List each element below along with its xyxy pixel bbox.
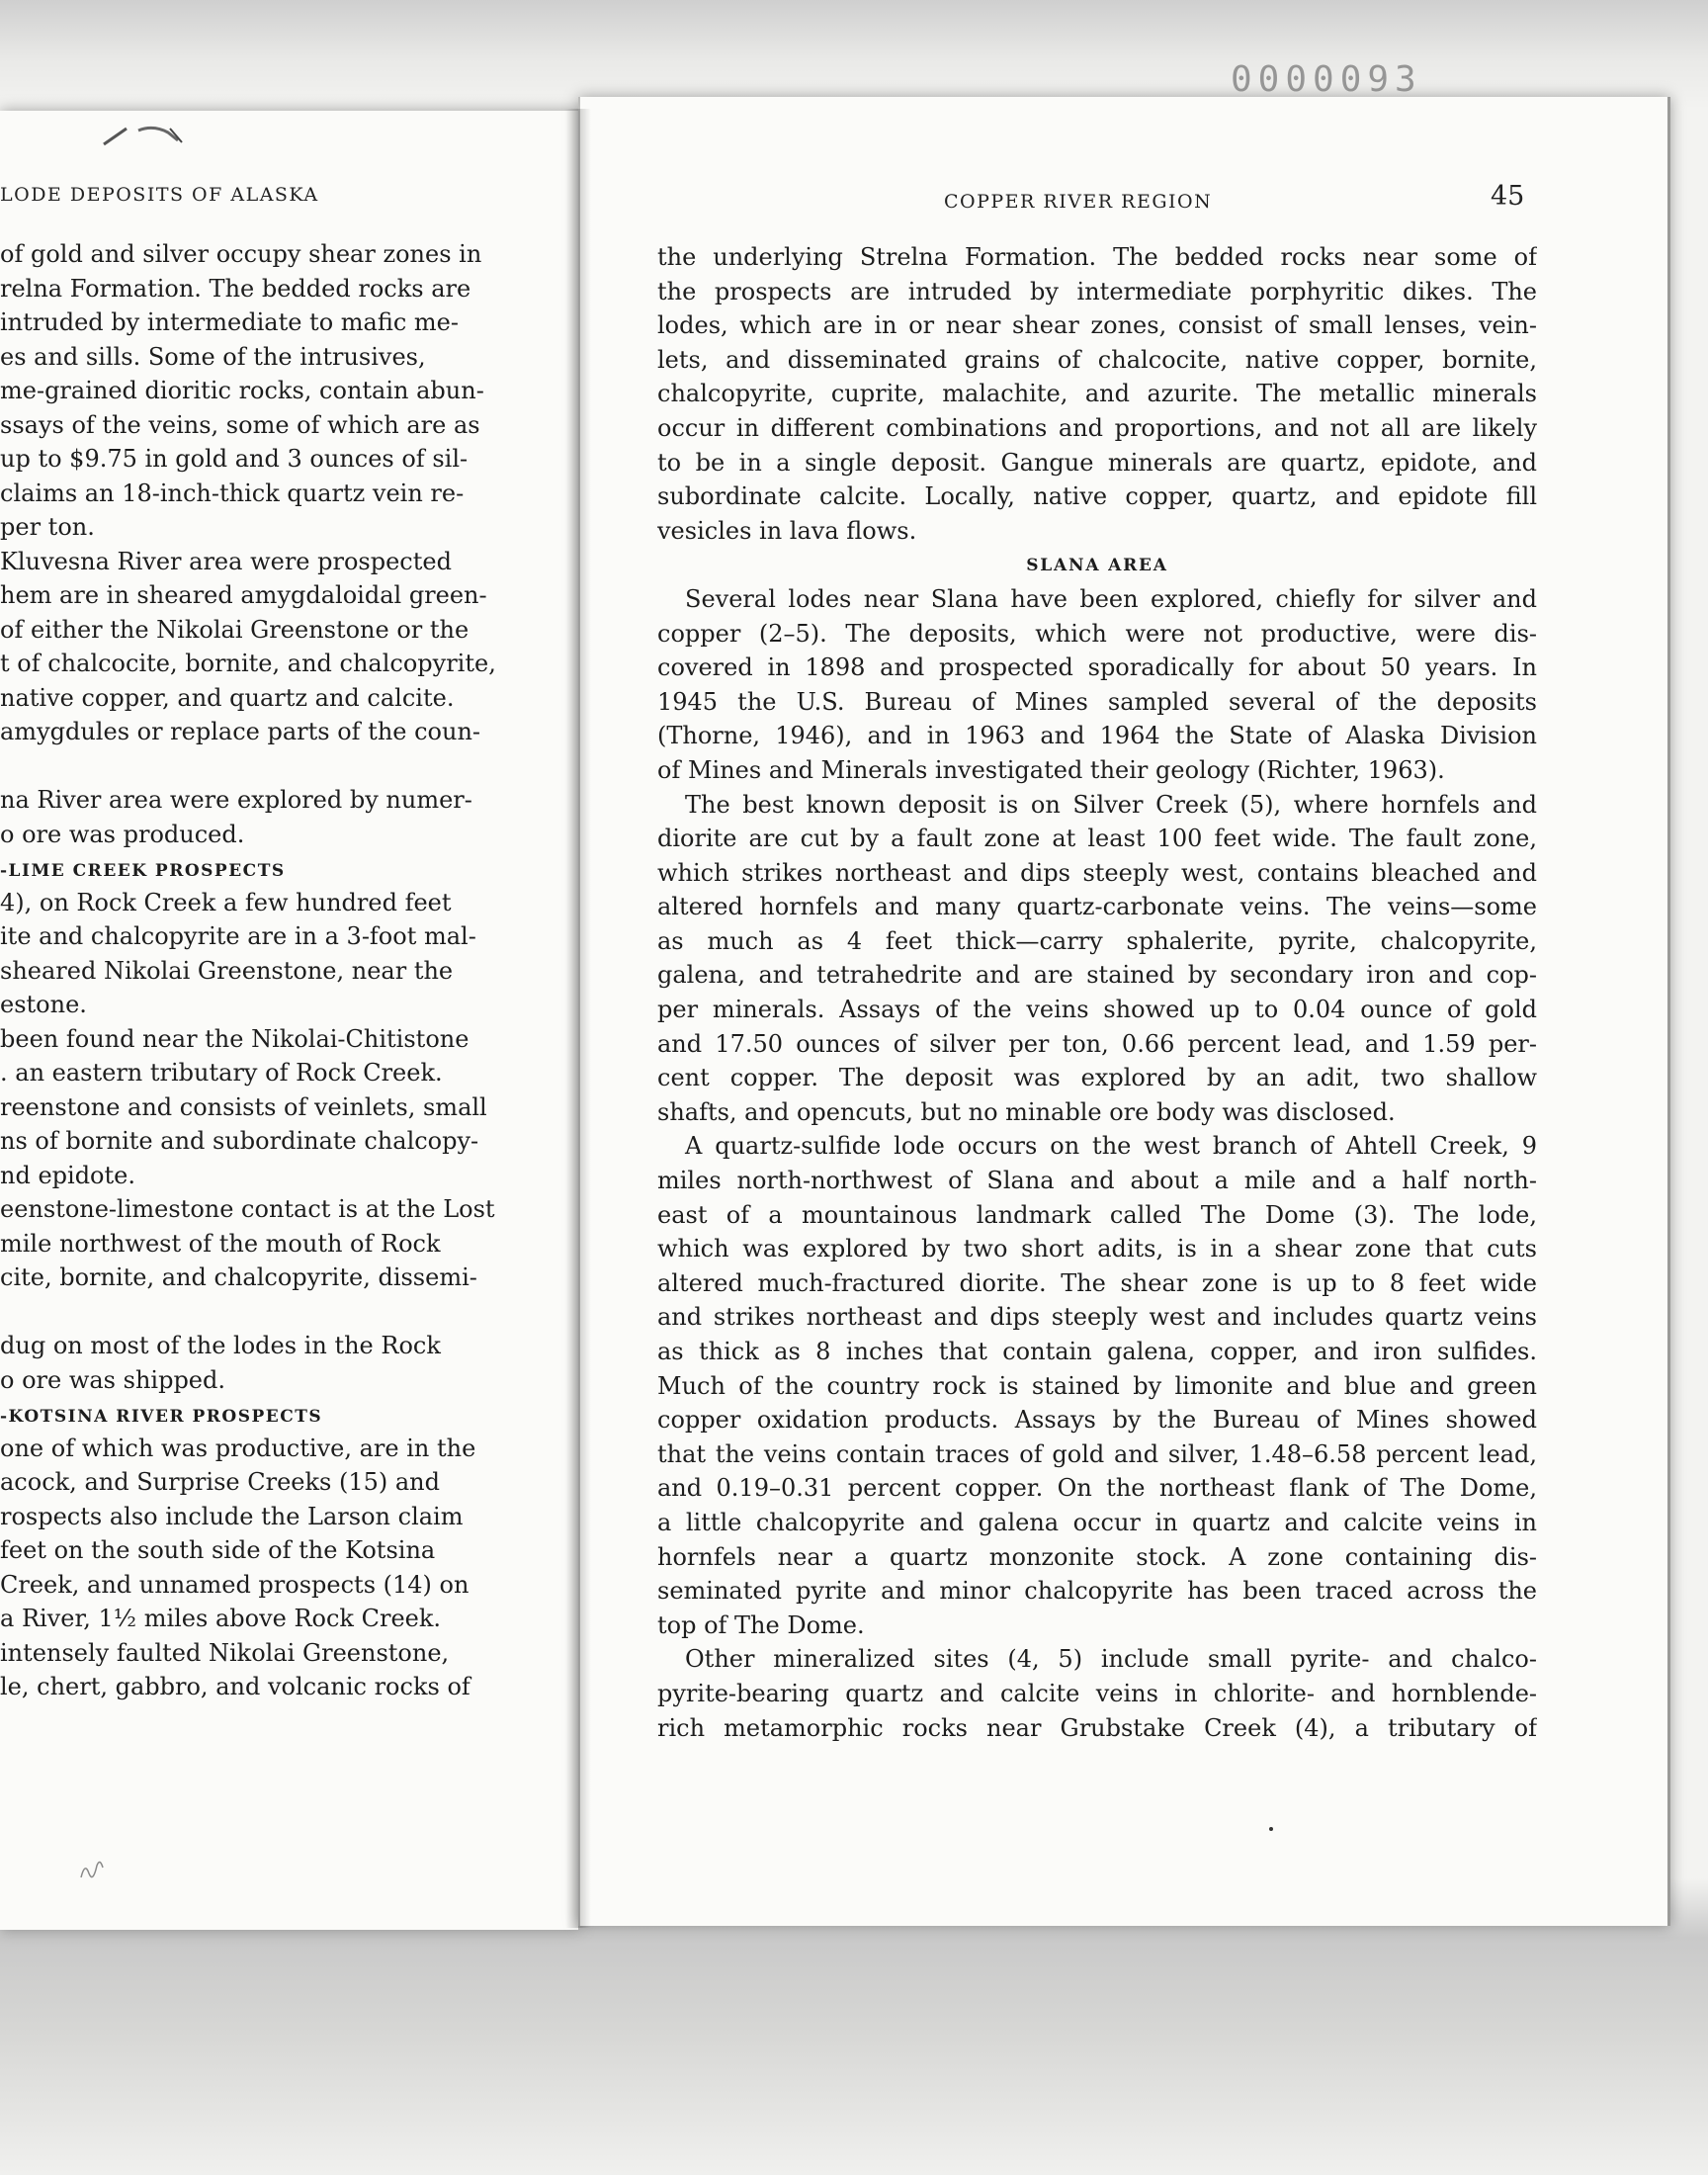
text-line: lodes, which are in or near shear zones, consist of small lenses, vein- bbox=[657, 311, 1537, 340]
text-line: Creek, and unnamed prospects (14) on bbox=[0, 1570, 470, 1599]
section-heading: SLANA AREA bbox=[1026, 556, 1168, 576]
text-line: subordinate calcite. Locally, native copper, quartz, and epidote fill bbox=[657, 482, 1537, 511]
text-line: and 17.50 ounces of silver per ton, 0.66 percent lead, and 1.59 per- bbox=[657, 1029, 1537, 1058]
text-line: feet on the south side of the Kotsina bbox=[0, 1536, 436, 1564]
text-line: that the veins contain traces of gold and silver, 1.48–6.58 percent lead, bbox=[657, 1439, 1537, 1468]
page-number: 45 bbox=[1491, 181, 1525, 212]
text-line: t of chalcocite, bornite, and chalcopyrite, bbox=[0, 650, 496, 677]
text-line: up to $9.75 in gold and 3 ounces of sil- bbox=[0, 445, 469, 473]
text-line: cent copper. The deposit was explored by an adit, two shallow bbox=[657, 1064, 1537, 1092]
text-line: covered in 1898 and prospected sporadically for about 50 years. In bbox=[657, 653, 1537, 682]
text-line: altered much-fractured diorite. The shear zone is up to 8 feet wide bbox=[657, 1268, 1537, 1297]
text-line: lets, and disseminated grains of chalcocite, native copper, bornite, bbox=[657, 345, 1537, 374]
text-line: as thick as 8 inches that contain galena, copper, and iron sulfides. bbox=[657, 1338, 1537, 1365]
text-line bbox=[0, 749, 519, 784]
text-line: altered hornfels and many quartz-carbonate veins. The veins—some bbox=[657, 893, 1537, 921]
text-line: and strikes northeast and dips steeply west and includes quartz veins bbox=[657, 1303, 1537, 1332]
text-line: The best known deposit is on Silver Creek (5), where hornfels and bbox=[685, 790, 1537, 819]
text-line: claims an 18-inch-thick quartz vein re- bbox=[0, 478, 465, 507]
text-line: miles north-northwest of Slana and about a mile and a half north- bbox=[657, 1167, 1537, 1195]
text-line: of either the Nikolai Greenstone or the bbox=[0, 615, 470, 644]
right-running-header: COPPER RIVER REGION bbox=[944, 191, 1213, 213]
text-line: estone. bbox=[0, 991, 87, 1018]
text-line: (Thorne, 1946), and in 1963 and 1964 the State of Alaska Division bbox=[657, 722, 1537, 750]
text-line: . an eastern tributary of Rock Creek. bbox=[0, 1059, 443, 1087]
text-line: copper (2–5). The deposits, which were not productive, were dis- bbox=[657, 619, 1537, 648]
scan-speck bbox=[1269, 1827, 1273, 1831]
text-line: vesicles in lava flows. bbox=[657, 516, 917, 545]
left-text-column bbox=[0, 237, 519, 1704]
document-stamp: 0000093 bbox=[1231, 59, 1422, 100]
text-line: east of a mountainous landmark called The Dome (3). The lode, bbox=[657, 1200, 1537, 1229]
text-line: copper oxidation products. Assays by the Bureau of Mines showed bbox=[657, 1406, 1537, 1435]
text-line: Much of the country rock is stained by limonite and blue and green bbox=[657, 1371, 1537, 1400]
text-line: eenstone-limestone contact is at the Lost bbox=[0, 1195, 495, 1223]
text-line: ssays of the veins, some of which are as bbox=[0, 410, 480, 439]
text-line: o ore was shipped. bbox=[0, 1365, 225, 1394]
text-line: shafts, and opencuts, but no minable ore body was disclosed. bbox=[657, 1097, 1396, 1126]
text-line: hem are in sheared amygdaloidal green- bbox=[0, 581, 487, 609]
text-line: hornfels near a quartz monzonite stock. A zone containing dis- bbox=[657, 1542, 1537, 1571]
text-line: dug on most of the lodes in the Rock bbox=[0, 1332, 441, 1359]
left-running-header: LODE DEPOSITS OF ALASKA bbox=[0, 184, 319, 206]
text-line: the underlying Strelna Formation. The bedded rocks near some of bbox=[657, 243, 1537, 271]
text-line: rospects also include the Larson claim bbox=[0, 1502, 464, 1530]
text-line: o ore was produced. bbox=[0, 820, 245, 848]
right-text-column bbox=[657, 240, 1537, 1745]
text-line: Other mineralized sites (4, 5) include small pyrite- and chalco- bbox=[685, 1645, 1537, 1674]
text-line: which was explored by two short adits, is in a shear zone that cuts bbox=[657, 1235, 1537, 1263]
text-line: reenstone and consists of veinlets, small bbox=[0, 1092, 487, 1121]
text-line: occur in different combinations and proportions, and not all are likely bbox=[657, 413, 1537, 442]
section-heading: -KOTSINA RIVER PROSPECTS bbox=[0, 1407, 323, 1427]
text-line: a River, 1½ miles above Rock Creek. bbox=[0, 1605, 442, 1632]
text-line: a little chalcopyrite and galena occur in quartz and calcite veins in bbox=[657, 1508, 1537, 1536]
text-line: 4), on Rock Creek a few hundred feet bbox=[0, 888, 452, 916]
text-line bbox=[0, 1295, 519, 1330]
text-line: and 0.19–0.31 percent copper. On the northeast flank of The Dome, bbox=[657, 1474, 1537, 1503]
text-line: Several lodes near Slana have been explored, chiefly for silver and bbox=[685, 584, 1537, 613]
text-line: top of The Dome. bbox=[657, 1610, 865, 1639]
text-line: seminated pyrite and minor chalcopyrite has been traced across the bbox=[657, 1577, 1537, 1606]
text-line: amygdules or replace parts of the coun- bbox=[0, 718, 481, 745]
text-line: es and sills. Some of the intrusives, bbox=[0, 342, 426, 371]
text-line: per ton. bbox=[0, 513, 95, 541]
text-line: one of which was productive, are in the bbox=[0, 1434, 476, 1462]
text-line: rich metamorphic rocks near Grubstake Creek (4), a tributary of bbox=[657, 1713, 1537, 1742]
text-line: intruded by intermediate to mafic me- bbox=[0, 308, 459, 336]
text-line: na River area were explored by numer- bbox=[0, 786, 472, 814]
text-line: relna Formation. The bedded rocks are bbox=[0, 274, 471, 303]
text-line: acock, and Surprise Creeks (15) and bbox=[0, 1468, 440, 1496]
text-line: to be in a single deposit. Gangue minerals are quartz, epidote, and bbox=[657, 448, 1537, 477]
book-gutter bbox=[565, 109, 591, 1928]
text-line: which strikes northeast and dips steeply west, contains bleached and bbox=[657, 858, 1537, 887]
text-line: as much as 4 feet thick—carry sphalerite, pyrite, chalcopyrite, bbox=[657, 926, 1537, 955]
text-line: of Mines and Minerals investigated their geology (Richter, 1963). bbox=[657, 755, 1445, 784]
text-line: mile northwest of the mouth of Rock bbox=[0, 1229, 441, 1258]
text-line: nd epidote. bbox=[0, 1161, 135, 1189]
text-line: me-grained dioritic rocks, contain abun- bbox=[0, 377, 484, 404]
text-line: sheared Nikolai Greenstone, near the bbox=[0, 956, 454, 985]
text-line: ite and chalcopyrite are in a 3-foot mal- bbox=[0, 922, 476, 950]
text-line: le, chert, gabbro, and volcanic rocks of bbox=[0, 1673, 470, 1700]
text-line: of gold and silver occupy shear zones in bbox=[0, 240, 482, 268]
text-line: cite, bornite, and chalcopyrite, dissemi- bbox=[0, 1263, 477, 1291]
text-line: ns of bornite and subordinate chalcopy- bbox=[0, 1127, 479, 1155]
pencil-scribble-icon bbox=[77, 1854, 107, 1883]
text-line: chalcopyrite, cuprite, malachite, and azurite. The metallic minerals bbox=[657, 380, 1537, 408]
text-line: intensely faulted Nikolai Greenstone, bbox=[0, 1638, 450, 1667]
pencil-mark-icon bbox=[99, 117, 188, 156]
text-line: diorite are cut by a fault zone at least 100 feet wide. The fault zone, bbox=[657, 825, 1537, 853]
text-line: the prospects are intruded by intermediate porphyritic dikes. The bbox=[657, 277, 1537, 305]
text-line: native copper, and quartz and calcite. bbox=[0, 683, 455, 712]
text-line: A quartz-sulfide lode occurs on the west branch of Ahtell Creek, 9 bbox=[685, 1132, 1537, 1161]
text-line: galena, and tetrahedrite and are stained by secondary iron and cop- bbox=[657, 961, 1537, 990]
text-line: per minerals. Assays of the veins showed up to 0.04 ounce of gold bbox=[657, 996, 1537, 1024]
text-line: 1945 the U.S. Bureau of Mines sampled several of the deposits bbox=[657, 687, 1537, 716]
text-line: been found near the Nikolai-Chitistone bbox=[0, 1024, 470, 1053]
section-heading: -LIME CREEK PROSPECTS bbox=[0, 861, 286, 881]
text-line: Kluvesna River area were prospected bbox=[0, 547, 452, 575]
text-line: pyrite-bearing quartz and calcite veins in chlorite- and hornblende- bbox=[657, 1679, 1537, 1707]
